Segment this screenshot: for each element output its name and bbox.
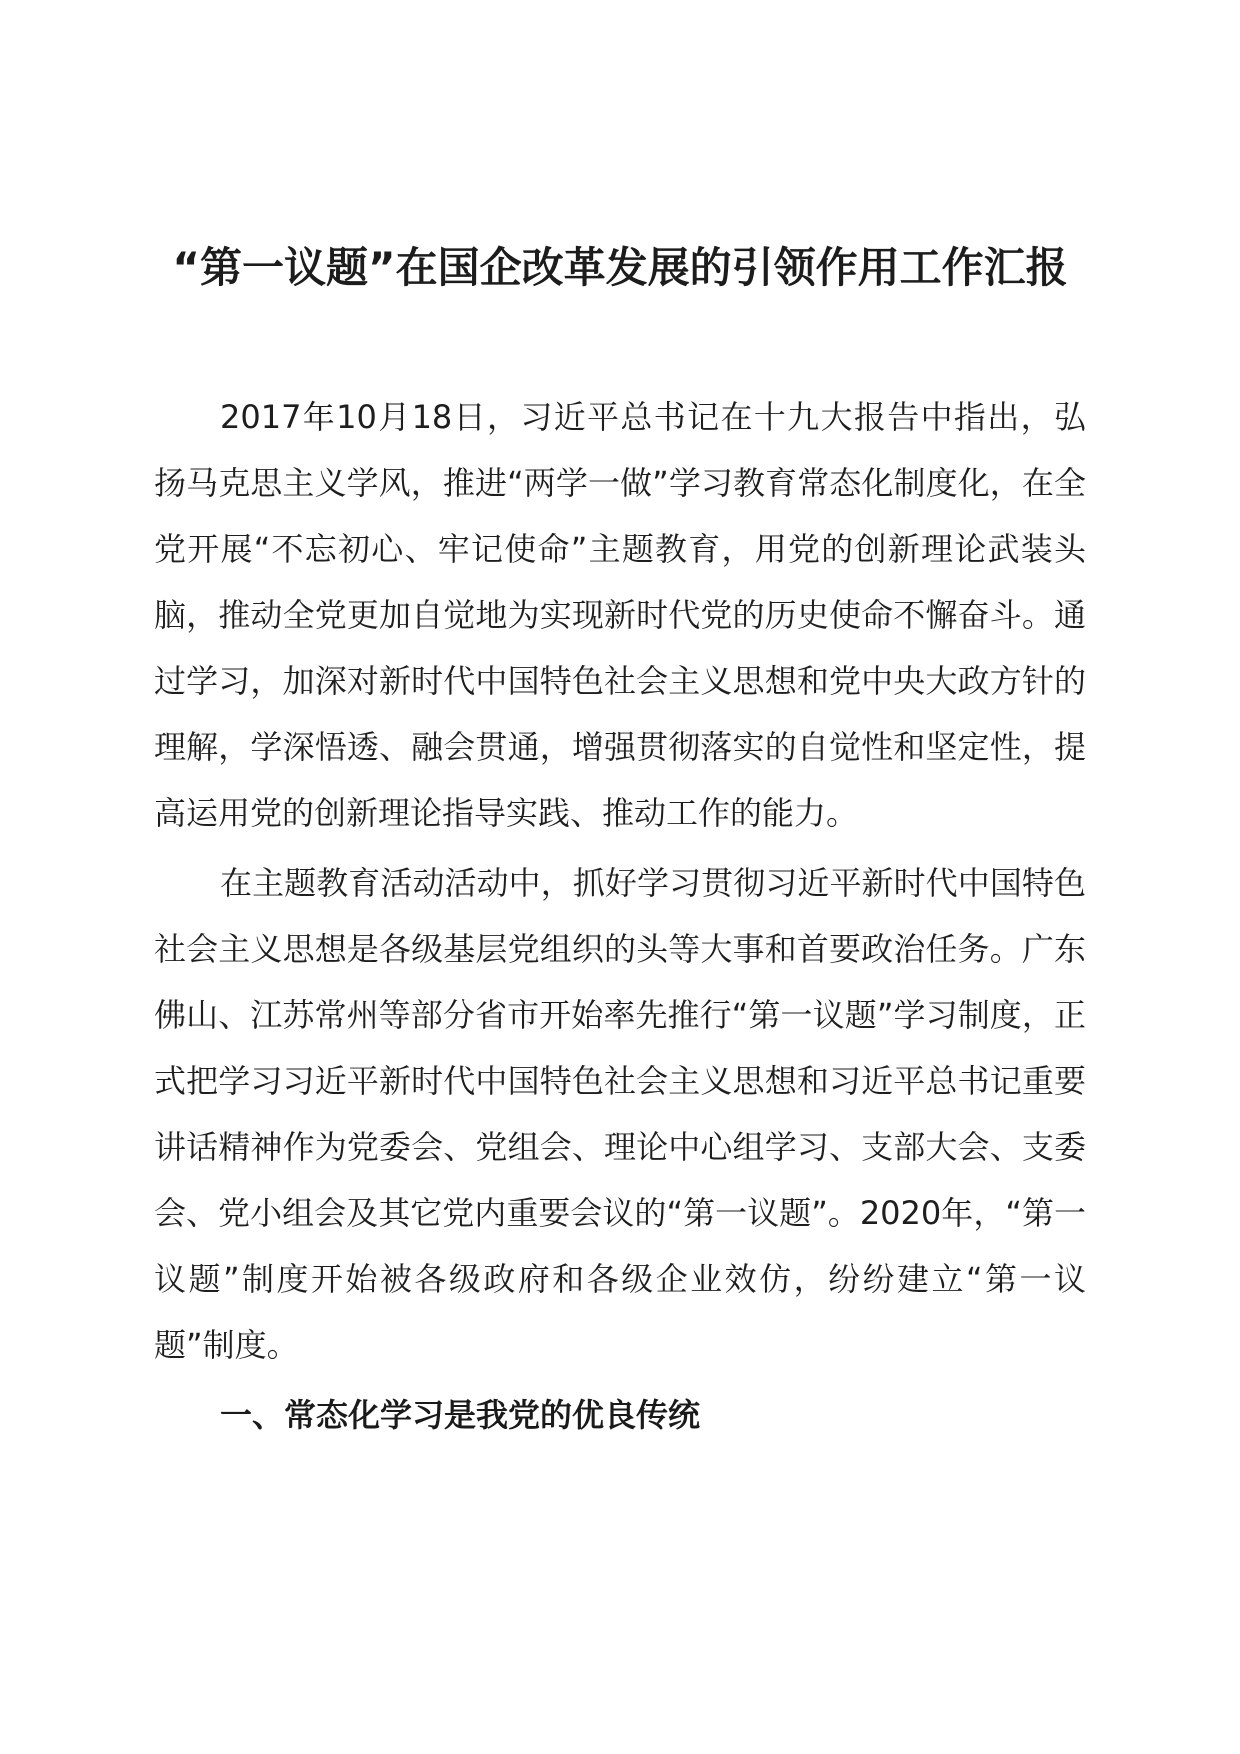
- document-title: “第一议题”在国企改革发展的引领作用工作汇报: [172, 243, 1068, 292]
- document-body: [154, 384, 1086, 1448]
- paragraph-1: 2017年10月18日，习近平总书记在十九大报告中指出，弘扬马克思主义学风，推进“两学一做”学习教育常态化制度化，在全党开展“不忘初心、牢记使命”主题教育，用党的创新理论武装头脑，推动全党更加自觉地为实现新时代党的历史使命不懈奋斗。通过学习，加深对新时代中国特色社会主义思想和党中央大政方针的理解，学深悟透、融会贯通，增强贯彻落实的自觉性和坚定性，提高运用党的创新理论指导实践、推动工作的能力。: [154, 398, 1086, 832]
- section-heading-1: 一、常态化学习是我党的优良传统: [220, 1396, 701, 1434]
- paragraph-2: 在主题教育活动活动中，抓好学习贯彻习近平新时代中国特色社会主义思想是各级基层党组织的头等大事和首要政治任务。广东佛山、江苏常州等部分省市开始率先推行“第一议题”学习制度，正式把学习习近平新时代中国特色社会主义思想和习近平总书记重要讲话精神作为党委会、党组会、理论中心组学习、支部大会、支委会、党小组会及其它党内重要会议的“第一议题”。2020年，“第一议题”制度开始被各级政府和各级企业效仿，纷纷建立“第一议题”制度。: [154, 864, 1086, 1364]
